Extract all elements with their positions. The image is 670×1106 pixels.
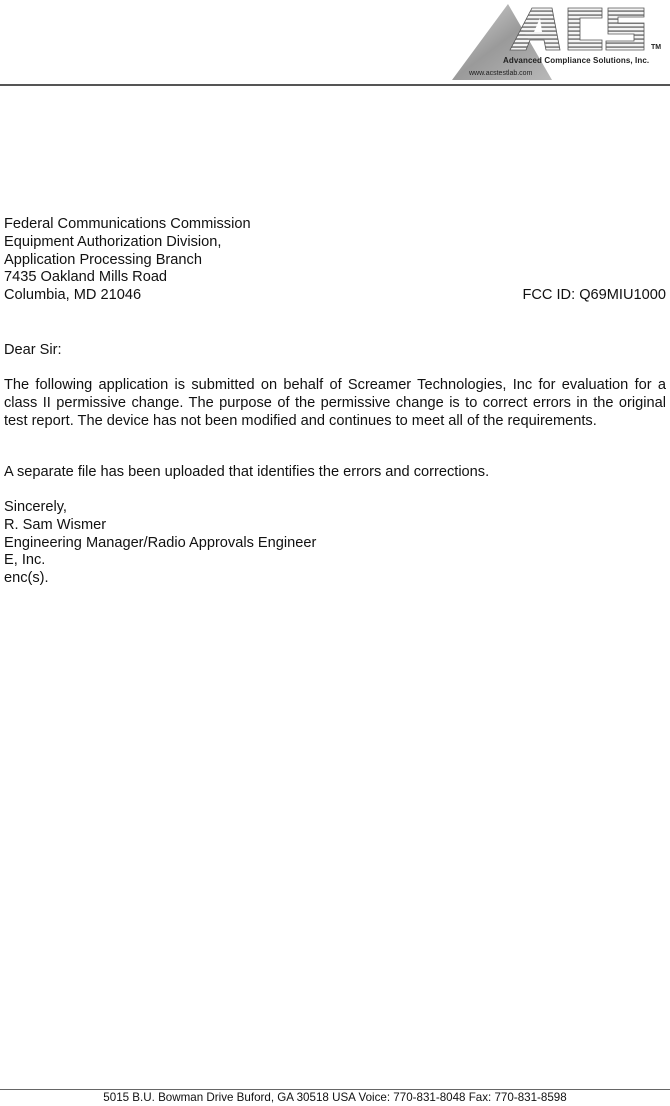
company-logo — [448, 0, 670, 84]
recipient-line: 7435 Oakland Mills Road — [4, 269, 168, 286]
footer-divider — [0, 1089, 670, 1090]
signer-name: R. Sam Wismer — [4, 516, 107, 533]
recipient-line: Equipment Authorization Division, — [4, 233, 222, 250]
company-website: www.acstestlab.com — [469, 70, 533, 77]
header-divider — [0, 84, 670, 86]
company-name: Advanced Compliance Solutions, Inc. — [503, 56, 650, 65]
salutation: Dear Sir: — [4, 342, 62, 358]
body-paragraph-1: The following application is submitted on behalf of Screamer Technologies, Inc for evaluation for a class II permissive change. The purpose of the permissive change is to correct errors in the original test report. The device has not been modified and continues to meet all of the requirements. — [4, 377, 666, 429]
signer-title: Engineering Manager/Radio Approvals Engineer — [4, 534, 317, 551]
body-paragraph-2: A separate file has been uploaded that identifies the errors and corrections. — [4, 464, 490, 480]
enclosures: enc(s). — [4, 570, 49, 587]
trademark-symbol: TM — [651, 44, 662, 51]
signature-block — [4, 499, 316, 588]
recipient-line: Application Processing Branch — [4, 251, 202, 268]
valediction: Sincerely, — [4, 499, 67, 515]
footer-address: 5015 B.U. Bowman Drive Buford, GA 30518 USA Voice: 770-831-8048 Fax: 770-831-8598 — [103, 1091, 567, 1104]
recipient-line: Federal Communications Commission — [4, 216, 251, 232]
fcc-id: FCC ID: Q69MIU1000 — [522, 287, 666, 303]
recipient-line: Columbia, MD 21046 — [4, 287, 142, 304]
signer-company: E, Inc. — [4, 552, 46, 569]
